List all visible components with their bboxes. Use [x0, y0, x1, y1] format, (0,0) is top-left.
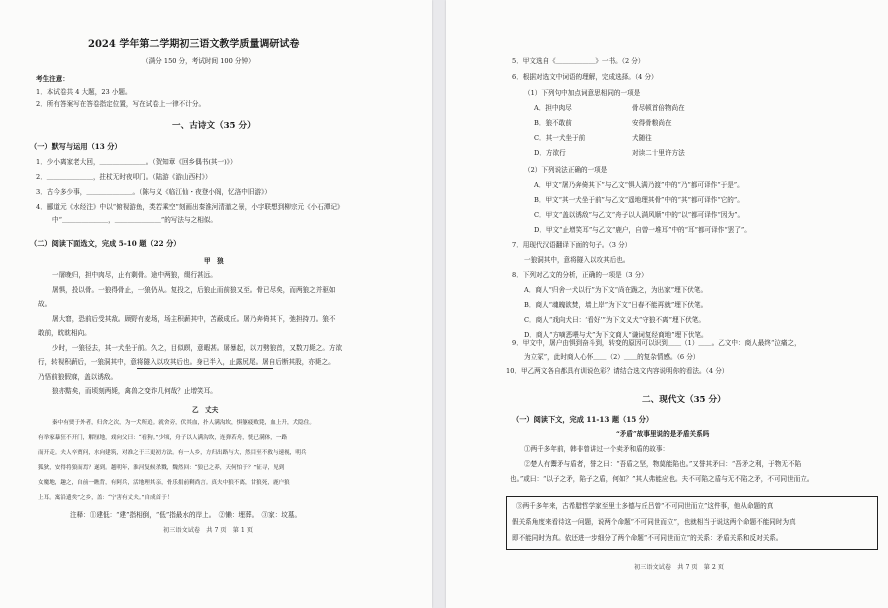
passage-yi-line: 有举家暴狂不开门，解厘地，戏向父曰：“看狗。”少顷，舟子以人满沟坎，连弹若舟，恍已满体，一路: [38, 435, 288, 441]
section-1-title: 一、古诗文（35 分）: [172, 121, 256, 131]
article-para-3-line-3: 即不能同时为真。依还进一步细分了两个命题“不可同世而立”的关系：矛盾关系和反对关系。: [512, 534, 783, 542]
passage-jia-line: 乃悟前狼假寐，盖以诱敌。: [38, 373, 118, 381]
passage-jia-line: 一屠晚归，担中肉尽，止有剩骨。途中两狼，缀行甚远。: [52, 271, 217, 279]
option-6-1-c-pair: 犬随往: [632, 134, 652, 142]
question-6-1: （1）下列句中加点词意思相同的一项是: [524, 89, 641, 97]
notice-heading: 考生注意：: [36, 75, 69, 83]
question-10: 10．甲乙两文各自都具有训说色彩？请结合选文内容说明你的看法。（4 分）: [506, 367, 729, 375]
option-6-2-b: B．甲文“其一犬坐于前”与乙文“遥地理其骨”中的“其”都可译作“它的”。: [534, 196, 744, 204]
passage-jia-line: 故。: [38, 300, 52, 308]
section-2-title: 二、现代文（35 分）: [642, 395, 726, 405]
option-8-a: A．商人“归舍一犬以行”为下文“尚在跪之，为出家”埋下伏笔。: [524, 286, 708, 294]
exam-page-2: [446, 0, 888, 608]
exam-title: 2024 学年第二学期初三语文教学质量调研试卷: [88, 39, 300, 50]
question-2: 2．＿＿＿＿＿＿＿，拄杖无时夜叩门。（陆游《游山西村》）: [36, 173, 212, 181]
question-5: 5．甲文选自《＿＿＿＿＿＿》一书。（2 分）: [512, 57, 645, 65]
option-6-1-c: C．其一犬坐于前: [534, 134, 586, 142]
question-3: 3．古今多少事，＿＿＿＿＿＿＿。（陈与义《临江仙・夜登小阁，忆洛中旧游》）: [36, 188, 271, 196]
question-4-line-2: 中“＿＿＿＿＿＿＿，＿＿＿＿＿＿＿”的写法与之相似。: [52, 216, 217, 224]
article-title: “矛盾”故事里说的是矛盾关系吗: [616, 430, 710, 438]
article-para-3-line-2: 假关系角度来看待这一问题，说两个命题“不可同世而立”，也就相当于说这两个命题不能同时为真: [512, 518, 796, 526]
option-8-c: C．商人“戏向犬曰：‘看好’”为下文义犬“守狼不离”埋下伏笔。: [524, 316, 705, 324]
option-6-1-b-pair: 安得骨粮尚在: [632, 119, 672, 127]
question-9-line-2: 为立冢”，此时商人心怀＿＿（2）＿＿的复杂情感。（6 分）: [524, 353, 700, 361]
passage-notes: 注释：①建低：“建”指相倒，“低”指最水的岸上。 ②懒：埋葬。 ③家：坟墓。: [70, 511, 302, 519]
part-3-title: （一）阅读下文，完成 11-13 题（15 分）: [512, 415, 654, 424]
passage-yi-line: 狐狄，安得将狼而焉？遂到。越明年，淮河复候杀戮，魏然回：“狼已之养，天何怕于？”征寻，见到: [38, 465, 285, 471]
passage-yi-title: 乙 丈夫: [192, 406, 219, 414]
option-6-2-d: D．甲文“止增笑耳”与乙文“鹿户，自曾一堆耳”中的“耳”都可译作“罢了”。: [534, 226, 751, 234]
passage-yi-line: 女魔地，趣之，自前一瞧背，有阿兵，活地理其亲，骨乐捐前剩尚言。真夫中狼不离，甘狼死，鹿户狼: [38, 480, 290, 486]
option-6-2-c: C．甲文“盖以诱敌”与乙文“舟子以人满风顺”中的“以”都可译作“因为”。: [534, 211, 745, 219]
passage-jia-line: 行，转视积薪后，一狼洞其中，意将隧入以攻其后也。身已半入，止露尻尾。屠自后断其股，亦毙之。: [38, 358, 335, 366]
option-6-1-a: A．担中肉尽: [534, 104, 572, 112]
passage-jia-line: 少时，一狼径去，其一犬坐于前。久之，目似瞑，意暇甚。屠暴起，以刀劈狼首，又数刀毙之。方欲: [52, 344, 343, 352]
option-6-1-d-pair: 对读二十里许方法: [632, 149, 685, 157]
passage-yi-line: 而开走。夫人卒贾问，水向建筑，对准之于三更初方法。有一人乡，方归出路与大，然目至不救与速视，明兵: [38, 450, 307, 456]
page-footer-1: 初三语文试卷 共 7 页 第 1 页: [163, 527, 253, 534]
exam-page-1: [0, 0, 432, 608]
underline-mark: [137, 368, 273, 369]
passage-jia-line: 狼亦黠矣，而顷刻两毙，禽兽之变诈几何哉？止增笑耳。: [52, 387, 217, 395]
question-9-line-1: 9．甲文中，屠户由惧到奋斗到，转变的原因可以识到＿＿（1）＿＿。乙文中：商人最终“泣痛之，: [512, 339, 801, 347]
notice-item-2: 2．所有答案写在答卷指定位置，写在试卷上一律不计分。: [36, 100, 206, 108]
passage-yi-line: 上耳。寓沿遗矣”之乡，盖：“宁害有丈夫。”自成首于！: [38, 495, 173, 501]
passage-jia-line: 屠惧，投以骨。一狼得骨止，一狼仍从。复投之，后狼止而前狼又至。骨已尽矣，而两狼之并驱如: [52, 286, 336, 294]
option-8-d: D．商人“方嘀恶喂与犬”为下文商人“谦词复经商地”埋下伏笔。: [524, 331, 708, 339]
part-2-title: （二）阅读下面选文，完成 5-10 题（22 分）: [30, 239, 181, 248]
option-6-1-b: B．狼不敢前: [534, 119, 572, 127]
page-footer-2: 初三语文试卷 共 7 页 第 2 页: [634, 564, 724, 571]
question-4-line-1: 4．郦道元《水经注》中以“俯视游鱼，类若乘空”刻画出秦淮河清澈之景，小宇联想到柳宗元《小石潭记》: [36, 203, 344, 211]
article-para-2-line-1: ②楚人有鬻矛与盾者，誉之曰：“吾盾之坚，物莫能陷也。”又誉其矛曰：“吾矛之利，于物无不陷: [524, 460, 802, 468]
option-6-1-d: D．方欲行: [534, 149, 566, 157]
article-para-2-line-2: 也。”或曰：“以子之矛，陷子之盾，何如？”其人弗能应也。夫不可陷之盾与无不陷之矛，不可同世而立。: [510, 475, 814, 483]
passage-yi-line: 秦中有贾于外者，归舍之次，为一犬所追。就舍旁，伏其血，扑人满沟坎，惧躯疲败毙，血上升，犬隐住。: [52, 420, 315, 426]
question-8: 8．下列对乙文的分析，正确的一项是（3 分）: [512, 271, 648, 279]
option-6-1-a-pair: 骨尽顿首倍物尚在: [632, 104, 685, 112]
passage-jia-line: 屠大窘，恐前后受其敌。顾野有麦场，场主积薪其中，苫蔽成丘。屠乃奔倚其下，弛担持刀。狼不: [52, 315, 336, 323]
part-1-title: （一）默写与运用（13 分）: [30, 142, 122, 151]
option-6-2-a: A．甲文“屠乃奔倚其下”与乙文“惧人满乃渡”中的“乃”都可译作“于是”。: [534, 181, 744, 189]
passage-jia-line: 敢前，眈眈相向。: [38, 329, 91, 337]
article-para-3-line-1: ③两千多年来，古希腊哲学家至里士多德与丘吕曾“不可同世而立”这件事，他从命题的真: [516, 502, 774, 510]
exam-subtitle: （满分 150 分，考试时间 100 分钟）: [142, 57, 255, 65]
article-para-1: ①两千多年前，韩非曾讲过一个卖矛和盾的故事：: [524, 445, 670, 453]
question-6: 6．根据对选文中词语的理解，完成选择。（4 分）: [512, 73, 658, 81]
question-1: 1．少小离家老大回，＿＿＿＿＿＿＿。（贺知章《回乡偶书(其一)》）: [36, 158, 237, 166]
question-7-sentence: 一狼洞其中，意将隧入以攻其后也。: [524, 256, 630, 264]
question-7: 7．用现代汉语翻译下面的句子。（3 分）: [512, 241, 632, 249]
passage-jia-title: 甲 狼: [204, 257, 224, 265]
notice-item-1: 1．本试卷共 4 大题，23 小题。: [36, 88, 132, 96]
question-6-2: （2）下列说法正确的一项是: [524, 166, 608, 174]
option-8-b: B．商人“魂魄欲焚，墙上岸”为下文“日春不能再就”埋下伏笔。: [524, 301, 708, 309]
